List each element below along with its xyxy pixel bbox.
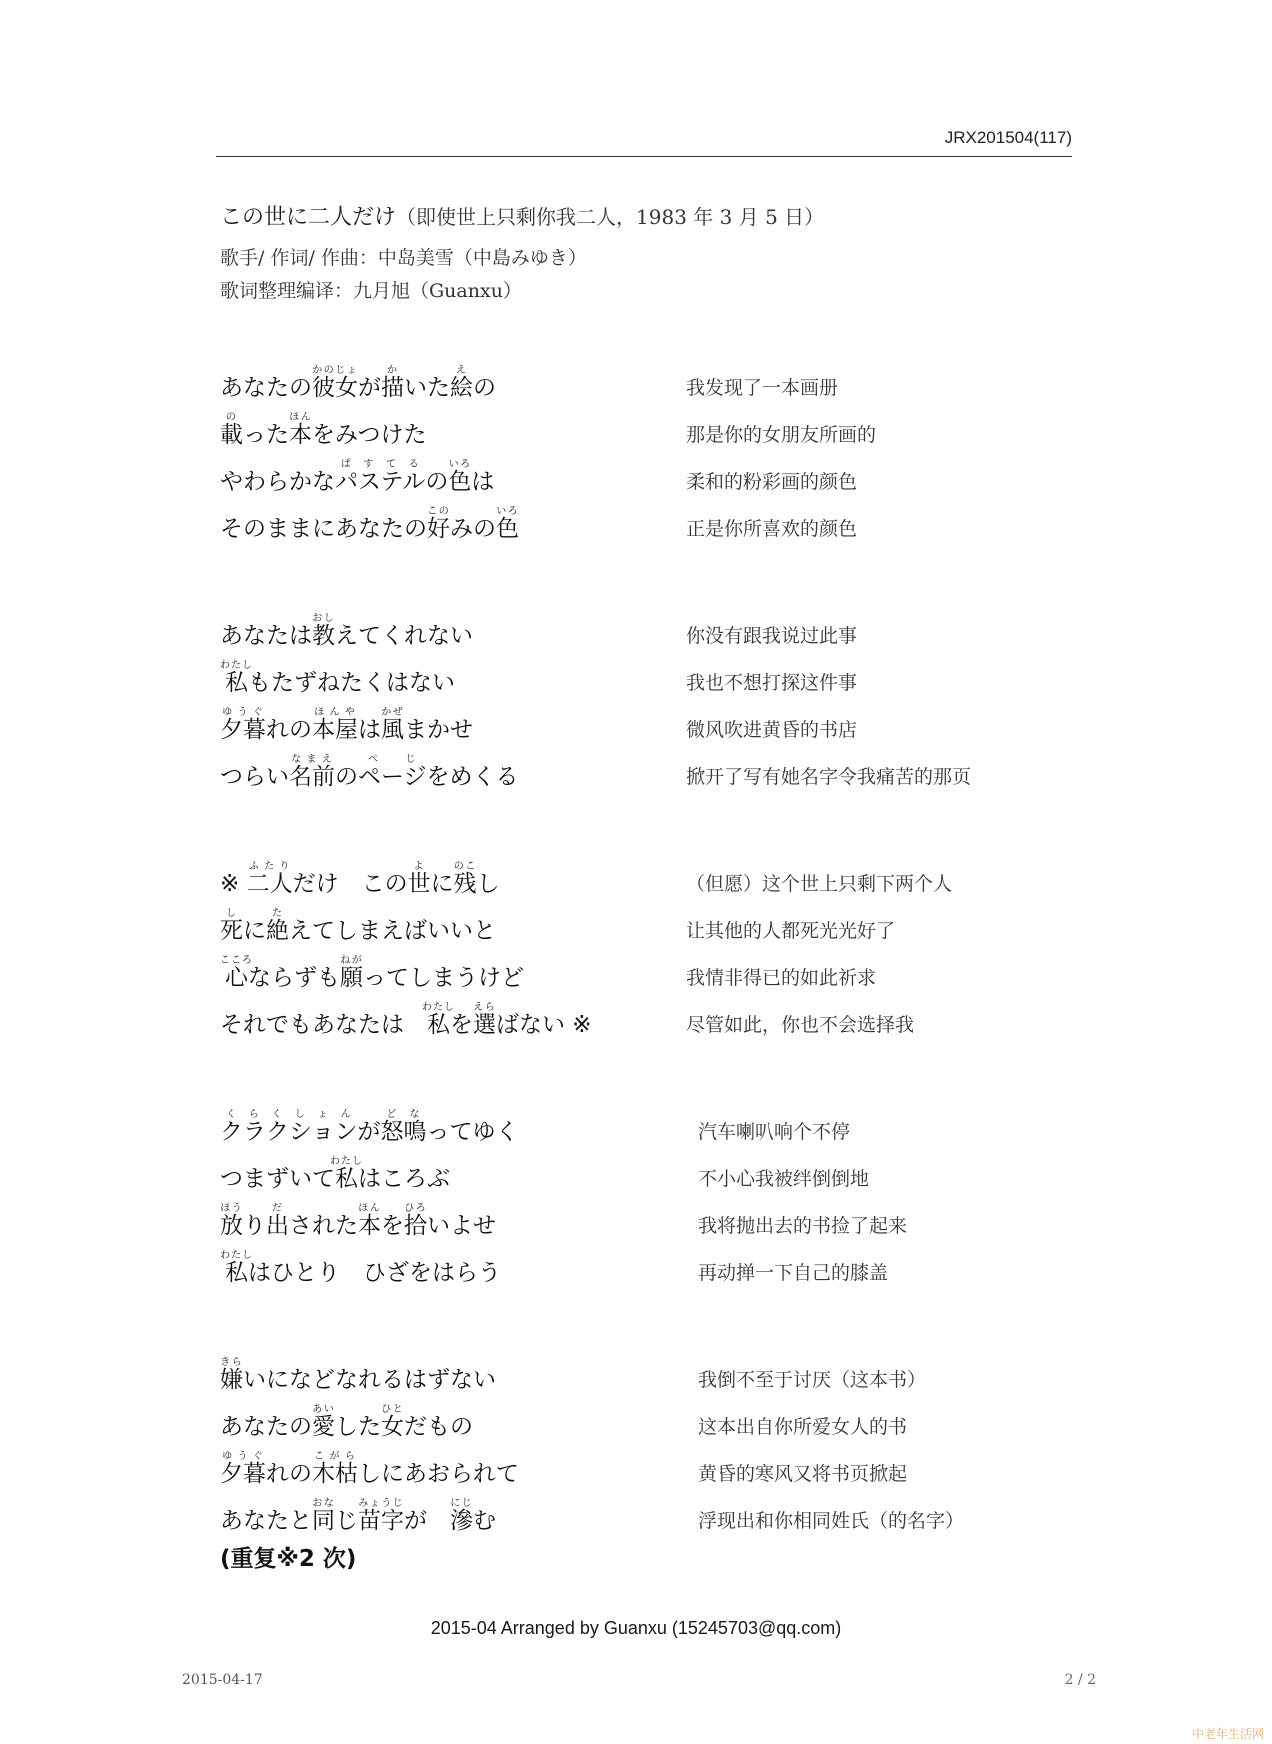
chinese-translation: （但愿）这个世上只剩下两个人	[686, 873, 953, 895]
chinese-translation: 汽车喇叭响个不停	[698, 1121, 851, 1143]
footer-arranged: 2015-04 Arranged by Guanxu (15245703@qq.com)	[430, 1618, 842, 1638]
furigana-word: 絵え	[450, 365, 473, 402]
chinese-translation: 你没有跟我说过此事	[686, 625, 858, 647]
chinese-translation: 再动掸一下自己的膝盖	[698, 1262, 889, 1284]
header-rule	[216, 156, 1072, 157]
japanese-lyric: 載のった本ほんをみつけた	[220, 412, 427, 449]
furigana-word: 嫌きら	[220, 1357, 243, 1394]
japanese-lyric: そのままにあなたの好このみの色いろ	[220, 506, 519, 543]
watermark: 中老年生活网	[1191, 1727, 1264, 1741]
song-subtitle: （即使世上只剩你我二人，1983 年 3 月 5 日）	[396, 205, 825, 229]
furigana-word: 夕暮ゆうぐ	[220, 707, 266, 744]
chinese-translation: 尽管如此，你也不会选择我	[686, 1014, 915, 1036]
japanese-lyric: 私わたしもたずねたくはない	[220, 660, 455, 697]
japanese-lyric: やわらかなパステルぱすてるの色いろは	[220, 459, 495, 496]
chinese-translation: 微风吹进黄昏的书店	[686, 719, 858, 741]
lyric-line	[220, 745, 1080, 792]
furigana-word: ページぺじ	[358, 754, 427, 791]
furigana-word: 描か	[381, 365, 404, 402]
furigana-word: 本ほん	[358, 1203, 381, 1240]
furigana-word: 木枯こがら	[312, 1451, 358, 1488]
furigana-word: 私わたし	[330, 1156, 363, 1193]
furigana-word: 死し	[220, 908, 243, 945]
japanese-lyric: 私わたしはひとり ひざをはらう	[220, 1250, 501, 1287]
furigana-word: 怒鳴どな	[380, 1109, 427, 1146]
furigana-word: 心こころ	[220, 955, 253, 992]
furigana-word: 苗字みょうじ	[358, 1498, 404, 1535]
lyric-line	[220, 403, 1080, 450]
chinese-translation: 柔和的粉彩画的颜色	[686, 471, 858, 493]
lyric-line	[220, 1395, 1080, 1442]
lyric-line	[220, 604, 1080, 651]
furigana-word: 出だ	[266, 1203, 289, 1240]
furigana-word: 願ねが	[340, 955, 363, 992]
japanese-lyric: 夕暮ゆうぐれの本屋ほんやは風かぜまかせ	[220, 707, 473, 744]
furigana-word: 好この	[427, 506, 450, 543]
japanese-lyric: 放ほうり出だされた本ほんを拾ひろいよせ	[220, 1203, 496, 1240]
japanese-lyric: 嫌きらいになどなれるはずない	[220, 1357, 496, 1394]
chinese-translation: 我倒不至于讨厌（这本书）	[698, 1369, 927, 1391]
furigana-word: 二人ふたり	[246, 861, 293, 898]
lyrics-body	[220, 356, 1080, 1596]
chinese-translation: 这本出自你所爱女人的书	[698, 1416, 908, 1438]
lyric-line	[220, 698, 1080, 745]
lyric-line	[220, 1100, 1080, 1147]
chinese-translation: 让其他的人都死光光好了	[686, 920, 896, 942]
credit-arranger: 歌词整理编译：九月旭（Guanxu）	[220, 280, 522, 302]
japanese-lyric: つまずいて私わたしはころぶ	[220, 1156, 450, 1193]
furigana-word: 私わたし	[220, 1250, 253, 1287]
furigana-word: 風かぜ	[381, 707, 404, 744]
chinese-translation: 那是你的女朋友所画的	[686, 424, 877, 446]
furigana-word: 滲にじ	[450, 1498, 473, 1535]
furigana-word: 同おな	[312, 1498, 335, 1535]
print-date: 2015-04-17	[182, 1672, 263, 1688]
document-id: JRX201504(117)	[944, 128, 1072, 147]
furigana-word: 色いろ	[448, 459, 472, 496]
stanza	[220, 1100, 1080, 1288]
lyric-line	[220, 946, 1080, 993]
lyric-line	[220, 1348, 1080, 1395]
repeat-note: (重复※2 次)	[220, 1546, 357, 1572]
chinese-translation: 我将抛出去的书捡了起来	[698, 1215, 908, 1237]
furigana-word: 載の	[220, 412, 243, 449]
stanza	[220, 356, 1080, 544]
furigana-word: 名前なまえ	[289, 754, 335, 791]
furigana-word: パステルぱすてる	[335, 459, 426, 496]
furigana-word: 教おし	[312, 613, 335, 650]
japanese-lyric: ※ 二人ふたりだけ この世よに残のこし	[220, 861, 500, 898]
japanese-lyric: あなたの彼女かのじょが描かいた絵えの	[220, 365, 496, 402]
japanese-lyric: つらい名前なまえのページぺじをめくる	[220, 754, 519, 791]
chinese-translation: 黄昏的寒风又将书页掀起	[698, 1463, 908, 1485]
chinese-translation: 浮现出和你相同姓氏（的名字）	[698, 1510, 965, 1532]
chinese-translation: 掀开了写有她名字令我痛苦的那页	[686, 766, 972, 788]
japanese-lyric: あなたと同おなじ苗字みょうじが 滲にじむ	[220, 1498, 496, 1535]
furigana-word: 色いろ	[496, 506, 519, 543]
chinese-translation: 不小心我被绊倒倒地	[698, 1168, 870, 1190]
furigana-word: 本屋ほんや	[312, 707, 358, 744]
title-block	[220, 200, 824, 303]
page-number: 2 / 2	[1064, 1672, 1096, 1688]
furigana-word: 放ほう	[220, 1203, 243, 1240]
song-title-line	[220, 200, 824, 231]
lyric-line	[220, 1241, 1080, 1288]
chinese-translation: 正是你所喜欢的颜色	[686, 518, 858, 540]
furigana-word: 愛あい	[312, 1404, 335, 1441]
japanese-lyric: あなたの愛あいした女ひとだもの	[220, 1404, 473, 1441]
japanese-lyric: あなたは教おしえてくれない	[220, 613, 473, 650]
lyric-line	[220, 899, 1080, 946]
stanza	[220, 604, 1080, 792]
chinese-translation: 我发现了一本画册	[686, 377, 839, 399]
furigana-word: 夕暮ゆうぐ	[220, 1451, 266, 1488]
lyric-line	[220, 852, 1080, 899]
chinese-translation: 我也不想打探这件事	[686, 672, 858, 694]
furigana-word: クラクションくらくしょん	[220, 1109, 358, 1146]
lyric-line	[220, 1442, 1080, 1489]
furigana-word: 絶た	[266, 908, 289, 945]
furigana-word: 女ひと	[381, 1404, 404, 1441]
furigana-word: 選えら	[473, 1002, 496, 1039]
credit-singer: 歌手/ 作词/ 作曲：中岛美雪（中島みゆき）	[220, 247, 587, 269]
lyric-line	[220, 450, 1080, 497]
lyric-line	[220, 1147, 1080, 1194]
lyric-line	[220, 651, 1080, 698]
stanza	[220, 1348, 1080, 1536]
furigana-word: 彼女かのじょ	[312, 365, 358, 402]
song-title: この世に二人だけ	[220, 205, 397, 230]
stanza	[220, 852, 1080, 1040]
japanese-lyric: クラクションくらくしょんが怒鳴どなってゆく	[220, 1109, 519, 1146]
furigana-word: 私わたし	[422, 1002, 455, 1039]
lyric-line	[220, 356, 1080, 403]
japanese-lyric: 心こころならずも願ねがってしまうけど	[220, 955, 524, 992]
lyric-line	[220, 1194, 1080, 1241]
chinese-translation: 我情非得已的如此祈求	[686, 967, 877, 989]
furigana-word: 世よ	[407, 861, 431, 898]
furigana-word: 本ほん	[289, 412, 312, 449]
lyric-line	[220, 1489, 1080, 1536]
lyric-line	[220, 993, 1080, 1040]
furigana-word: 私わたし	[220, 660, 253, 697]
furigana-word: 拾ひろ	[404, 1203, 427, 1240]
japanese-lyric: 夕暮ゆうぐれの木枯こがらしにあおられて	[220, 1451, 519, 1488]
lyric-line	[220, 497, 1080, 544]
furigana-word: 残のこ	[453, 861, 477, 898]
japanese-lyric: それでもあなたは 私わたしを選えらばない ※	[220, 1002, 592, 1039]
japanese-lyric: 死しに絶たえてしまえばいいと	[220, 908, 496, 945]
